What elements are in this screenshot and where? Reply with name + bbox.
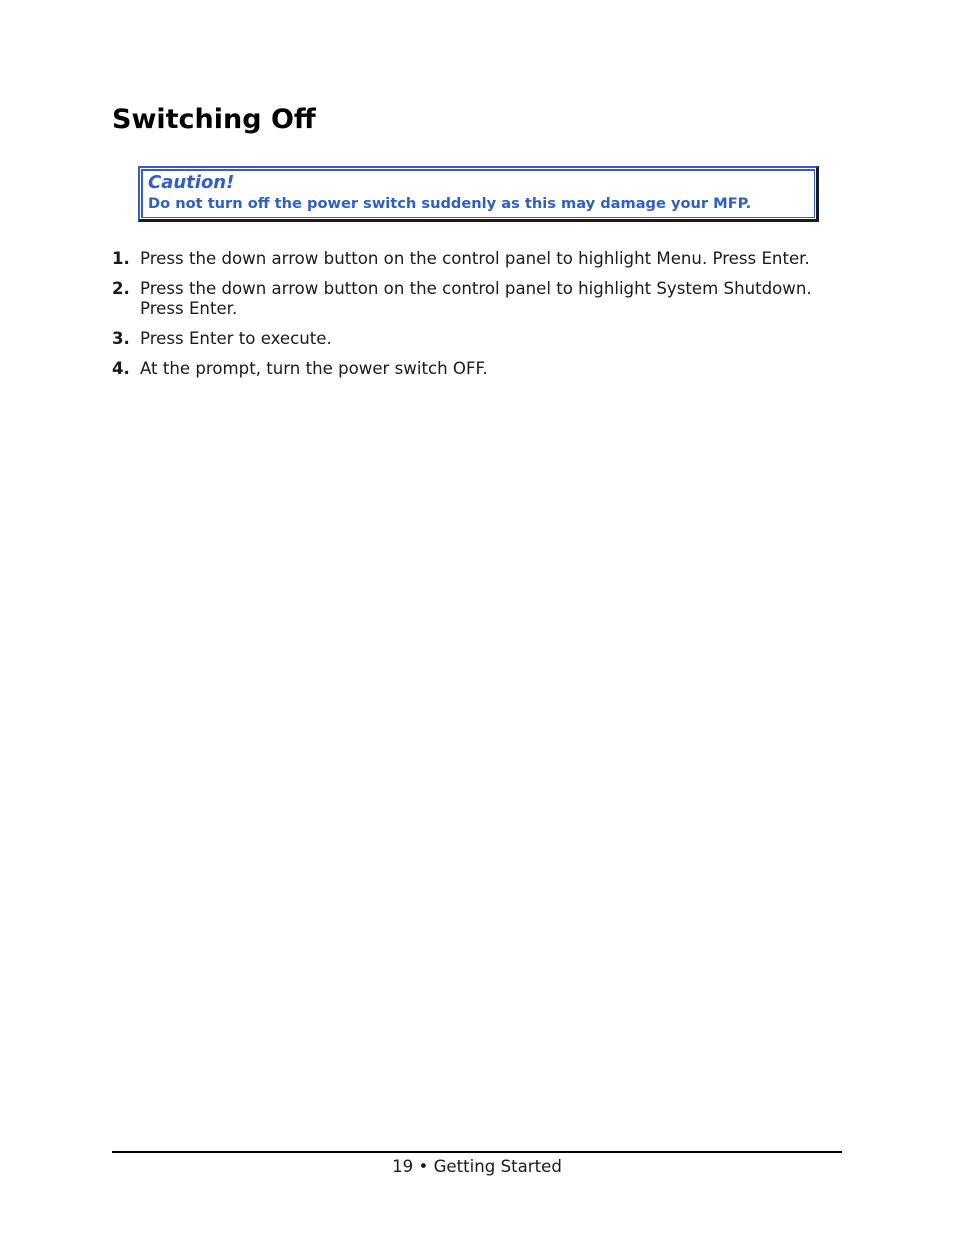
list-item (112, 249, 852, 269)
list-item (112, 329, 852, 349)
footer-page-label: 19 • Getting Started (392, 1157, 562, 1176)
step-text: Press the down arrow button on the control panel to highlight Menu. Press Enter. (140, 249, 810, 268)
caution-box (138, 166, 819, 222)
step-text: Press the down arrow button on the control panel to highlight System Shutdown. Press Enter. (140, 279, 812, 318)
caution-text: Do not turn off the power switch suddenly as this may damage your MFP. (148, 195, 752, 212)
step-text: At the prompt, turn the power switch OFF. (140, 359, 488, 378)
list-item (112, 279, 852, 319)
step-number: 2. (112, 279, 130, 298)
list-item (112, 359, 852, 379)
footer-divider (112, 1151, 842, 1153)
page-title: Switching Off (112, 104, 316, 135)
step-number: 1. (112, 249, 130, 268)
caution-title: Caution! (148, 172, 235, 193)
steps-list (112, 249, 852, 389)
step-text: Press Enter to execute. (140, 329, 332, 348)
step-number: 4. (112, 359, 130, 378)
step-number: 3. (112, 329, 130, 348)
